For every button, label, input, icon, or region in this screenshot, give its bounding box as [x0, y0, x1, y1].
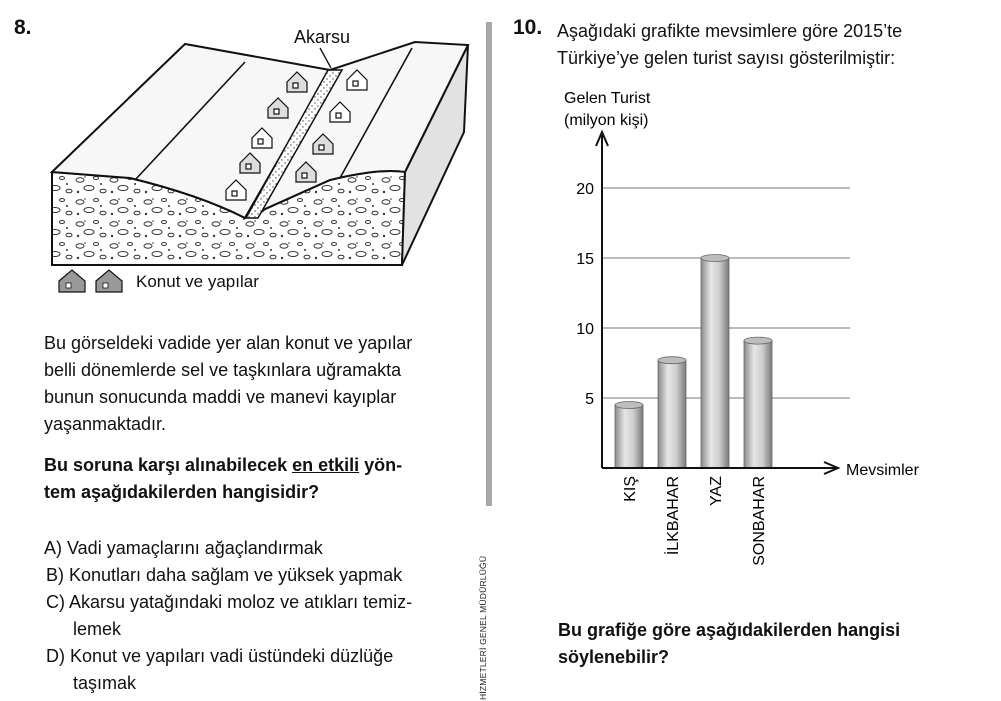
paragraph-line: Bu görseldeki vadide yer alan konut ve yapılar [44, 333, 413, 353]
bar-top [658, 357, 686, 364]
q8-question [44, 452, 484, 506]
bar-body [658, 360, 686, 468]
option-c[interactable]: C) Akarsu yatağındaki moloz ve atıkları temiz- [46, 592, 413, 612]
bar-1 [615, 402, 643, 469]
question-emphasis: en etkili [292, 455, 360, 475]
y-axis-label-line1: Gelen Turist [564, 90, 651, 107]
column-divider [486, 22, 492, 506]
question-line: Bu grafiğe göre aşağıdakilerden hangisi [558, 620, 901, 640]
bar-2 [658, 357, 686, 468]
q8-paragraph [44, 330, 484, 438]
bar-4 [744, 337, 772, 468]
bar-3 [701, 255, 729, 469]
q10-intro [557, 18, 902, 72]
bar-body [744, 341, 772, 468]
paragraph-line: belli dönemlerde sel ve taşkınlara uğramakta [44, 360, 402, 380]
q8-number: 8. [14, 16, 32, 39]
bar-body [615, 405, 643, 468]
category-label: İLKBAHAR [665, 476, 682, 556]
category-label: KIŞ [622, 476, 639, 502]
option-b[interactable]: B) Konutları daha sağlam ve yüksek yapmak [46, 565, 403, 585]
q8-options [44, 535, 412, 697]
x-axis-label: Mevsimler [846, 462, 919, 479]
category-label: YAZ [708, 476, 725, 506]
bar-top [744, 337, 772, 344]
river-label: Akarsu [294, 27, 351, 47]
valley-illustration [40, 20, 480, 292]
y-axis-label-line2: (milyon kişi) [564, 112, 649, 129]
y-tick-label: 5 [585, 391, 594, 408]
q10-number: 10. [513, 16, 543, 39]
paragraph-line: bunun sonucunda maddi ve manevi kayıplar [44, 387, 397, 407]
y-tick-label: 20 [576, 181, 594, 198]
intro-line: Türkiye’ye gelen turist sayısı gösterilmiştir: [557, 48, 896, 68]
option-d[interactable]: D) Konut ve yapıları vadi üstündeki düzlüğe [46, 646, 394, 666]
option-d-continued: taşımak [73, 673, 137, 693]
side-footer-text: HİZMETLERİ GENEL MÜDÜRLÜĞÜ [478, 555, 488, 700]
bar-top [701, 255, 729, 262]
house-legend-icon [56, 268, 132, 294]
option-c-continued: lemek [73, 619, 122, 639]
paragraph-line: yaşanmaktadır. [44, 414, 167, 434]
legend-label: Konut ve yapılar [136, 272, 259, 291]
question-text: yön- [359, 455, 403, 475]
bar-body [701, 258, 729, 468]
q10-question [558, 617, 900, 671]
category-label: SONBAHAR [751, 476, 768, 566]
tourist-bar-chart [520, 80, 950, 600]
question-line: söylenebilir? [558, 647, 670, 667]
question-text: tem aşağıdakilerden hangisidir? [44, 482, 320, 502]
question-text: Bu soruna karşı alınabilecek [44, 455, 293, 475]
y-tick-label: 10 [576, 321, 594, 338]
y-tick-label: 15 [576, 251, 594, 268]
intro-line: Aşağıdaki grafikte mevsimlere göre 2015’te [557, 21, 903, 41]
bar-top [615, 402, 643, 409]
option-a[interactable]: A) Vadi yamaçlarını ağaçlandırmak [44, 538, 323, 558]
